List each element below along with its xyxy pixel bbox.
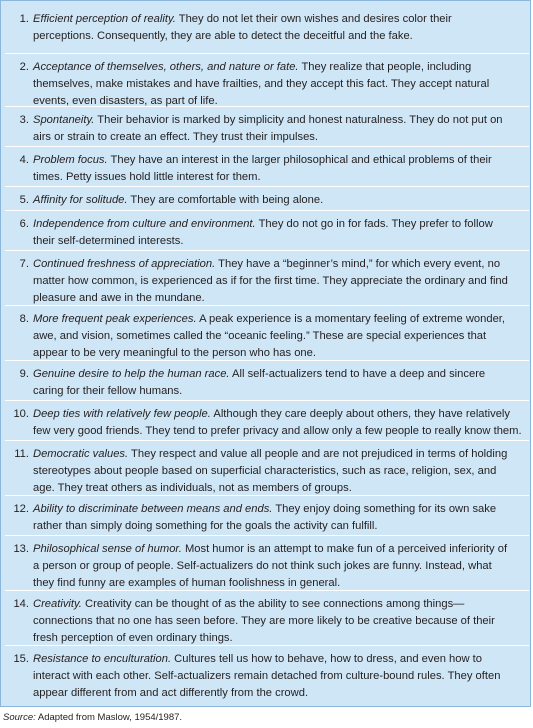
item-text: They do not go in for fads. They prefer to follow [258, 218, 493, 230]
item-text: They are comfortable with being alone. [130, 194, 324, 206]
item-line: times. Petty issues hold little interest for them. [33, 171, 261, 183]
item-line: airs or strain to create an effect. They trust their impulses. [33, 131, 318, 143]
item-line: connections that no one has seen before. They are more likely to be creative because of their [33, 615, 495, 627]
item-line: interact with each other. Self-actualizers remain detached from culture-bound rules. They often [33, 670, 501, 682]
item-number: 5. [19, 194, 29, 206]
item-line: age. They treat others as individuals, not as members of groups. [33, 482, 352, 494]
item-first-line [33, 501, 496, 518]
list-item [5, 306, 529, 361]
item-text: All self-actualizers tend to have a deep and sincere [232, 368, 486, 380]
item-text: Although they care deeply about others, they have relatively [213, 408, 511, 420]
item-text: They respect and value all people and are not prejudiced in terms of holding [131, 448, 508, 460]
list-item [5, 6, 529, 54]
item-text: They have a “beginner’s mind,” for which every event, no [218, 258, 501, 270]
item-text: They enjoy doing something for its own sake [275, 503, 497, 515]
item-first-line [33, 152, 492, 169]
item-line: their self-determined interests. [33, 235, 184, 247]
item-title: Efficient perception of reality. [33, 13, 176, 25]
item-number: 4. [19, 154, 29, 166]
item-first-line [33, 59, 471, 76]
item-first-line [33, 596, 464, 613]
item-title: Affinity for solitude. [33, 194, 128, 206]
list-item [5, 591, 529, 646]
source-text: Adapted from Maslow, 1954/1987. [37, 712, 183, 723]
item-title: Problem focus. [33, 154, 108, 166]
item-number: 3. [19, 114, 29, 126]
item-first-line [33, 256, 500, 273]
item-first-line [33, 446, 507, 463]
item-title: Ability to discriminate between means and ends. [33, 503, 273, 515]
item-line: pleasure and awe in the mundane. [33, 292, 205, 304]
item-number: 11. [14, 448, 29, 460]
item-number: 2. [19, 61, 29, 73]
item-number: 1. [19, 13, 29, 25]
item-title: Acceptance of themselves, others, and nature or fate. [33, 61, 299, 73]
item-number: 7. [19, 258, 29, 270]
item-first-line [33, 366, 485, 383]
item-line: rather than simply doing something for the goals the activity can fulfill. [33, 520, 378, 532]
item-first-line [33, 651, 482, 668]
item-text: Their behavior is marked by simplicity and honest naturalness. They do not put on [97, 114, 503, 126]
item-title: Spontaneity. [33, 114, 95, 126]
item-first-line [33, 406, 510, 423]
list-item [5, 441, 529, 496]
item-line: awe, and vision, sometimes called the “oceanic feeling.” These are special experiences that [33, 330, 487, 342]
item-number: 15. [13, 653, 29, 665]
list-item [5, 646, 529, 707]
item-line: few very good friends. They tend to prefer privacy and allow only a few people to really know them. [33, 425, 522, 437]
item-number: 14. [13, 598, 29, 610]
item-number: 10. [13, 408, 29, 420]
item-text: Most humor is an attempt to make fun of a perceived inferiority of [184, 543, 508, 555]
item-text: They realize that people, including [301, 61, 472, 73]
item-first-line [33, 11, 452, 28]
list-item [5, 361, 529, 401]
list-item [5, 536, 529, 591]
item-title: Deep ties with relatively few people. [33, 408, 211, 420]
item-line: caring for their fellow humans. [33, 385, 183, 397]
item-first-line [33, 311, 505, 328]
item-line: they find funny are examples of human foolishness in general. [33, 577, 341, 589]
item-line: a person or group of people. Self-actualizers do not think such jokes are funny. Instead, what [33, 560, 492, 572]
item-text: They have an interest in the larger philosophical and ethical problems of their [110, 154, 492, 166]
item-title: More frequent peak experiences. [33, 313, 197, 325]
item-first-line [33, 112, 503, 129]
list-item [5, 187, 529, 211]
item-title: Democratic values. [33, 448, 129, 460]
item-first-line [33, 541, 507, 558]
item-title: Creativity. [33, 598, 82, 610]
item-number: 8. [19, 313, 29, 325]
item-first-line [33, 192, 323, 209]
item-line: matter how common, is experienced as if for the first time. They appreciate the ordinary and find [33, 275, 508, 287]
item-text: A peak experience is a momentary feeling of extreme wonder, [199, 313, 506, 325]
list-item [5, 147, 529, 187]
item-first-line [33, 216, 493, 233]
item-text: Creativity can be thought of as the ability to see connections among things— [85, 598, 465, 610]
item-title: Resistance to enculturation. [33, 653, 172, 665]
item-text: They do not let their own wishes and desires color their [178, 13, 452, 25]
item-text: Cultures tell us how to behave, how to dress, and even how to [174, 653, 483, 665]
item-number: 13. [13, 543, 29, 555]
list-item [5, 496, 529, 536]
item-number: 12. [13, 503, 29, 515]
item-line: appear different from and act differently from the crowd. [33, 687, 309, 699]
item-number: 9. [19, 368, 29, 380]
list-item [5, 251, 529, 306]
item-line: themselves, make mistakes and have frailties, and they accept this fact. They accept natural [33, 78, 490, 90]
item-number: 6. [19, 218, 29, 230]
item-title: Continued freshness of appreciation. [33, 258, 216, 270]
item-line: fresh perception of even ordinary things. [33, 632, 233, 644]
item-line: appear to be very meaningful to the person who has one. [33, 347, 316, 359]
item-title: Independence from culture and environment. [33, 218, 256, 230]
list-item [5, 107, 529, 147]
source-note [3, 711, 182, 724]
list-item [5, 401, 529, 441]
source-label: Source: [3, 712, 36, 723]
list-item [5, 211, 529, 251]
item-line: events, even disasters, as part of life. [33, 95, 218, 107]
list-item [5, 54, 529, 107]
item-line: perceptions. Consequently, they are able to detect the deceitful and the fake. [33, 30, 413, 42]
item-title: Philosophical sense of humor. [33, 543, 182, 555]
item-title: Genuine desire to help the human race. [33, 368, 230, 380]
item-line: stereotypes about people based on superficial characteristics, such as race, religion, sex, and [33, 465, 497, 477]
